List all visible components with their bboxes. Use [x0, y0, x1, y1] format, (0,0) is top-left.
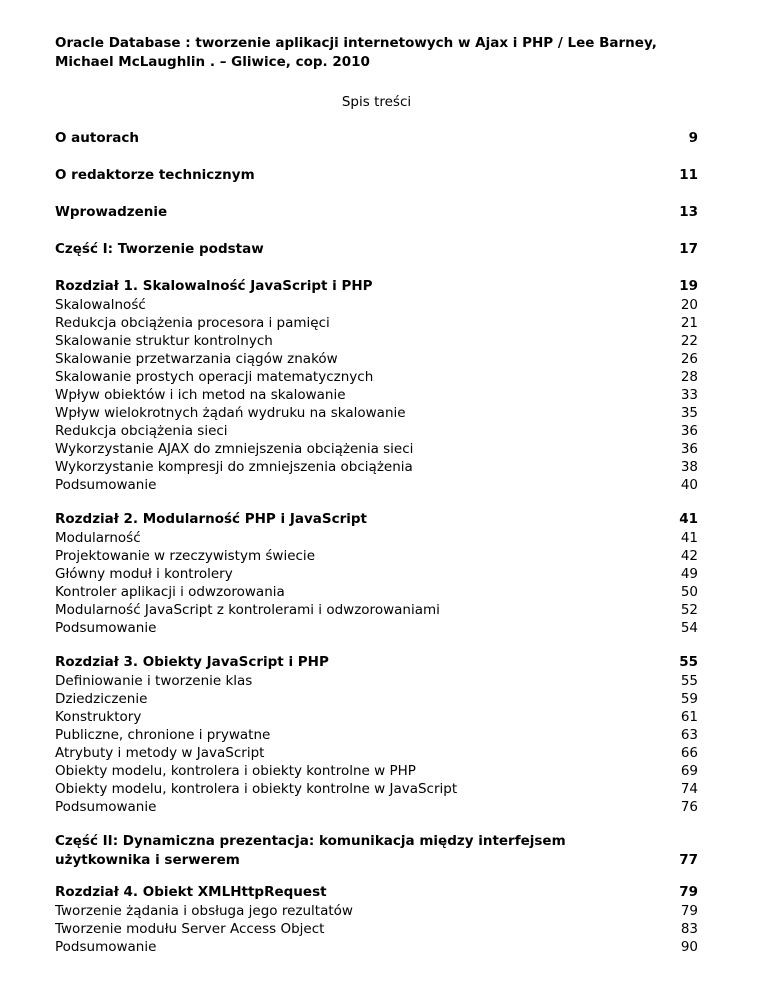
toc-label: Definiowanie i tworzenie klas: [55, 673, 253, 689]
toc-label: Projektowanie w rzeczywistym świecie: [55, 548, 315, 564]
toc-page: 42: [680, 548, 698, 564]
toc-item: [55, 619, 698, 637]
toc-item: [55, 744, 698, 762]
toc-page: 36: [680, 441, 698, 457]
toc-page: 19: [679, 278, 698, 294]
toc-label: Tworzenie modułu Server Access Object: [55, 921, 325, 937]
toc-page: 28: [680, 369, 698, 385]
toc-page: 26: [680, 351, 698, 367]
toc-item: [55, 404, 698, 422]
toc-item: [55, 565, 698, 583]
toc-item: [55, 690, 698, 708]
toc-item: [55, 798, 698, 816]
toc-item: [55, 422, 698, 440]
toc-entry-o-autorach: [55, 129, 698, 148]
toc-page: 33: [680, 387, 698, 403]
toc-label: Podsumowanie: [55, 939, 157, 955]
toc-chapter-3-heading: [55, 653, 698, 672]
toc-entry-czesc-1: [55, 240, 698, 259]
toc-page: 52: [680, 602, 698, 618]
toc-page: 61: [680, 709, 698, 725]
toc-page: 17: [679, 241, 698, 257]
toc-page: 36: [680, 423, 698, 439]
toc-label: Wykorzystanie AJAX do zmniejszenia obciążenia sieci: [55, 441, 414, 457]
toc-page: 77: [679, 852, 698, 868]
toc-page: 55: [679, 654, 698, 670]
toc-item: [55, 386, 698, 404]
toc-label: Publiczne, chronione i prywatne: [55, 727, 271, 743]
toc-page: 50: [680, 584, 698, 600]
toc-item: [55, 529, 698, 547]
toc-item: [55, 368, 698, 386]
toc-chapter-4-heading: [55, 883, 698, 902]
toc-label: Kontroler aplikacji i odwzorowania: [55, 584, 285, 600]
toc-label: Modularność JavaScript z kontrolerami i odwzorowaniami: [55, 602, 440, 618]
toc-page: 41: [679, 511, 698, 527]
toc-label: Główny moduł i kontrolery: [55, 566, 233, 582]
toc-entry-o-redaktorze: [55, 166, 698, 185]
toc-page: 49: [680, 566, 698, 582]
toc-label: Podsumowanie: [55, 620, 157, 636]
toc-page: 40: [680, 477, 698, 493]
toc-page: 11: [679, 167, 698, 183]
toc-label: Część II: Dynamiczna prezentacja: komunikacja między interfejsem użytkownika i serwerem: [55, 833, 566, 868]
toc-page: 74: [680, 781, 698, 797]
toc-label: Wykorzystanie kompresji do zmniejszenia obciążenia: [55, 459, 413, 475]
toc-label: Wpływ wielokrotnych żądań wydruku na skalowanie: [55, 405, 406, 421]
toc-label: O redaktorze technicznym: [55, 167, 255, 183]
toc-item: [55, 902, 698, 920]
toc-label: Rozdział 4. Obiekt XMLHttpRequest: [55, 884, 327, 900]
toc-item: [55, 601, 698, 619]
toc-entry-wprowadzenie: [55, 203, 698, 222]
toc-label: Skalowalność: [55, 297, 146, 313]
toc-label: Tworzenie żądania i obsługa jego rezultatów: [55, 903, 353, 919]
toc-label: Rozdział 3. Obiekty JavaScript i PHP: [55, 654, 329, 670]
toc-item: [55, 938, 698, 956]
toc-chapter-3-items: [55, 672, 698, 816]
toc-label: Część I: Tworzenie podstaw: [55, 241, 264, 257]
toc-chapter-2-items: [55, 529, 698, 637]
toc-page: 41: [680, 530, 698, 546]
toc-label: O autorach: [55, 130, 140, 146]
toc-item: [55, 350, 698, 368]
toc-chapter-4-items: [55, 902, 698, 956]
table-of-contents: [55, 129, 698, 956]
toc-chapter-2-heading: [55, 510, 698, 529]
toc-label: Podsumowanie: [55, 799, 157, 815]
toc-label: Rozdział 1. Skalowalność JavaScript i PHP: [55, 278, 373, 294]
toc-item: [55, 314, 698, 332]
toc-label: Dziedziczenie: [55, 691, 148, 707]
toc-page: 54: [680, 620, 698, 636]
toc-item: [55, 726, 698, 744]
toc-page: 76: [680, 799, 698, 815]
toc-item: [55, 332, 698, 350]
toc-item: [55, 547, 698, 565]
toc-item: [55, 672, 698, 690]
toc-label: Konstruktory: [55, 709, 142, 725]
toc-page: 21: [680, 315, 698, 331]
toc-item: [55, 920, 698, 938]
toc-entry-czesc-2: [55, 832, 698, 870]
toc-label: Skalowanie przetwarzania ciągów znaków: [55, 351, 338, 367]
toc-label: Wprowadzenie: [55, 204, 168, 220]
document-title: Oracle Database : tworzenie aplikacji internetowych w Ajax i PHP / Lee Barney, Michael McLaughlin . – Gliwice, cop. 2010: [55, 35, 657, 70]
toc-item: [55, 762, 698, 780]
toc-item: [55, 458, 698, 476]
toc-page: 90: [680, 939, 698, 955]
toc-page: 66: [680, 745, 698, 761]
toc-label: Wpływ obiektów i ich metod na skalowanie: [55, 387, 346, 403]
toc-item: [55, 296, 698, 314]
toc-page: 35: [680, 405, 698, 421]
toc-item: [55, 440, 698, 458]
toc-label: Modularność: [55, 530, 141, 546]
toc-page: 63: [680, 727, 698, 743]
toc-chapter-1-heading: [55, 277, 698, 296]
toc-page: 38: [680, 459, 698, 475]
toc-item: [55, 708, 698, 726]
toc-subtitle: Spis treści: [341, 94, 412, 110]
toc-page: 59: [680, 691, 698, 707]
toc-page: 83: [680, 921, 698, 937]
toc-page: 79: [679, 884, 698, 900]
toc-item: [55, 583, 698, 601]
toc-item: [55, 780, 698, 798]
toc-label: Redukcja obciążenia procesora i pamięci: [55, 315, 330, 331]
toc-page: 9: [688, 130, 698, 146]
toc-label: Rozdział 2. Modularność PHP i JavaScript: [55, 511, 368, 527]
toc-label: Skalowanie prostych operacji matematycznych: [55, 369, 374, 385]
toc-chapter-1-items: [55, 296, 698, 494]
toc-label: Redukcja obciążenia sieci: [55, 423, 228, 439]
toc-label: Atrybuty i metody w JavaScript: [55, 745, 265, 761]
toc-item: [55, 476, 698, 494]
toc-page: 69: [680, 763, 698, 779]
toc-page: 55: [680, 673, 698, 689]
toc-label: Podsumowanie: [55, 477, 157, 493]
toc-page: 22: [680, 333, 698, 349]
toc-label: Skalowanie struktur kontrolnych: [55, 333, 273, 349]
document-page: [55, 34, 698, 956]
toc-label: Obiekty modelu, kontrolera i obiekty kontrolne w JavaScript: [55, 781, 458, 797]
toc-page: 13: [679, 204, 698, 220]
toc-page: 79: [680, 903, 698, 919]
toc-page: 20: [680, 297, 698, 313]
toc-label: Obiekty modelu, kontrolera i obiekty kontrolne w PHP: [55, 763, 416, 779]
